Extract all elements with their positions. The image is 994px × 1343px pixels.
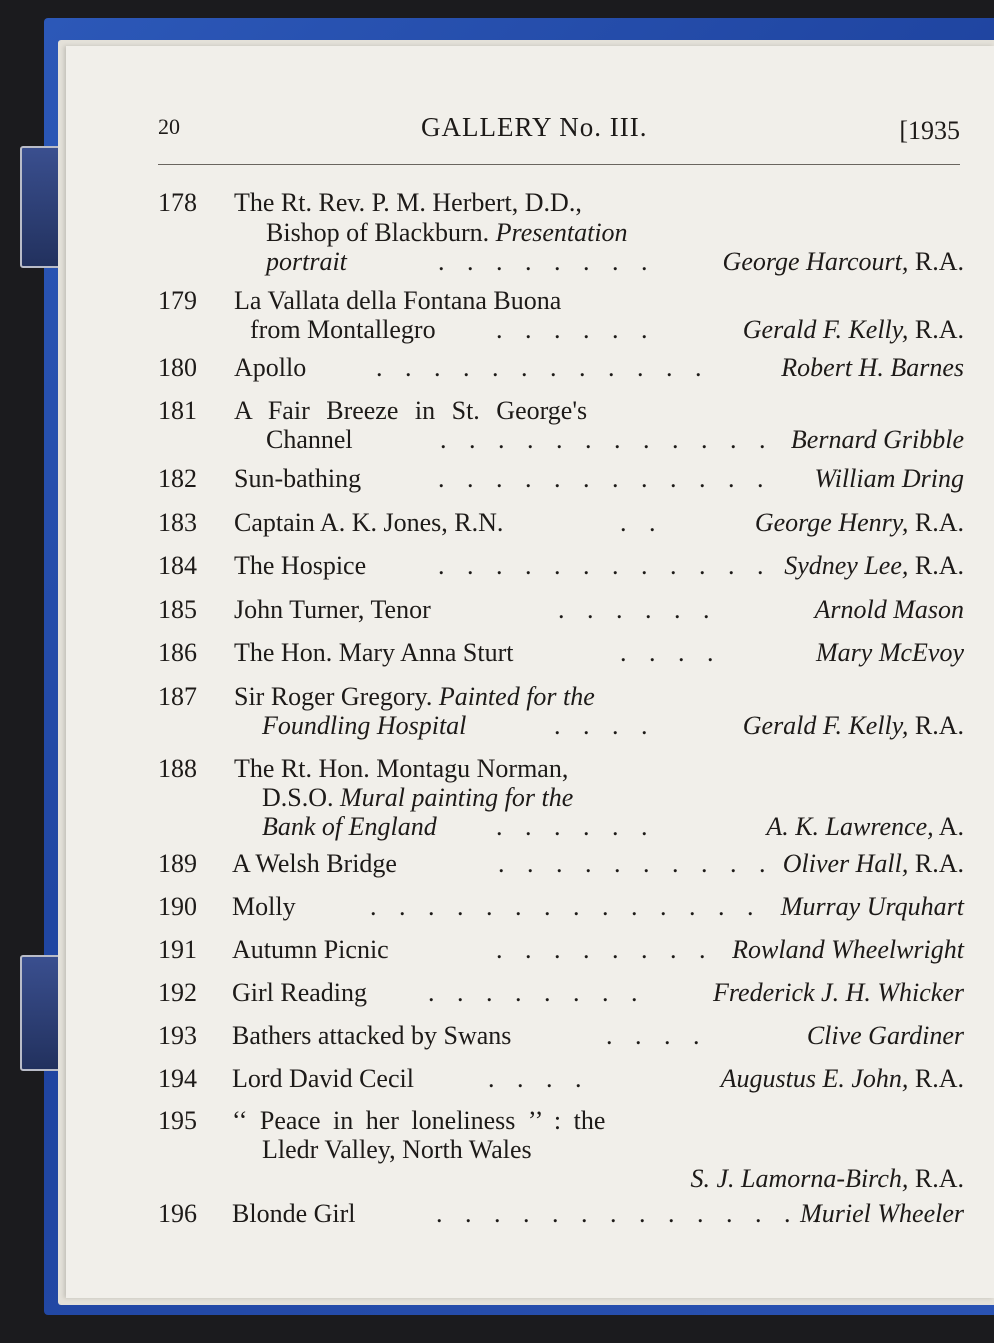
entry-title: Lord David Cecil <box>232 1064 414 1093</box>
entry-title-line: portrait <box>266 247 347 276</box>
catalogue-entry <box>158 978 964 1008</box>
entry-title-line: Lledr Valley, North Wales <box>262 1135 532 1164</box>
entry-title: Sun-bathing <box>234 464 362 493</box>
entry-title: Captain A. K. Jones, R.N. <box>234 508 504 537</box>
entry-title: Sir Roger Gregory. Painted for the <box>234 682 595 711</box>
entry-title-line: Channel <box>266 425 353 454</box>
entry-number: 188 <box>158 754 197 783</box>
artist: Gerald F. Kelly, R.A. <box>742 315 964 344</box>
entry-number: 193 <box>158 1021 197 1050</box>
leader-dots: . . . . <box>488 1064 590 1093</box>
leader-dots: . . . . . . . . . . . . . . <box>370 892 762 921</box>
catalogue-entry <box>158 1199 964 1229</box>
artist: Gerald F. Kelly, R.A. <box>742 711 964 740</box>
leader-dots: . . . . . . . . . . . . <box>438 464 772 493</box>
artist: Sydney Lee, R.A. <box>784 551 964 580</box>
entry-title: John Turner, Tenor <box>234 595 431 624</box>
gallery-title: GALLERY No. III. <box>421 112 648 142</box>
leader-dots: . . . . . . . . . . . . <box>440 425 774 454</box>
artist: Murray Urquhart <box>780 892 964 921</box>
entry-title: The Hon. Mary Anna Sturt <box>234 638 514 667</box>
catalogue-entry <box>158 464 964 494</box>
catalogue-entry <box>158 1064 964 1094</box>
leader-dots: . . . . <box>620 638 722 667</box>
artist: Clive Gardiner <box>806 1021 964 1050</box>
entry-title-line: Foundling Hospital <box>262 711 467 740</box>
leader-dots: . . . . . . . . <box>428 978 646 1007</box>
page-number: 20 <box>158 114 180 139</box>
catalogue-entry <box>158 849 964 879</box>
catalogue-entry <box>158 1106 964 1196</box>
catalogue-entry <box>158 1021 964 1051</box>
leader-dots: . . . . <box>606 1021 708 1050</box>
entry-title: ‘‘ Peace in her loneliness ’’ : the <box>232 1106 606 1135</box>
artist: Rowland Wheelwright <box>732 935 964 964</box>
catalogue-entry <box>158 638 964 668</box>
catalogue-entry <box>158 286 964 346</box>
leader-dots: . . . . . . <box>558 595 718 624</box>
entry-title: Girl Reading <box>232 978 368 1007</box>
leader-dots: . . . . . . <box>496 812 656 841</box>
artist: Oliver Hall, R.A. <box>782 849 964 878</box>
catalogue-page <box>66 46 994 1298</box>
artist: William Dring <box>814 464 964 493</box>
entry-title-line: Bank of England <box>262 812 437 841</box>
year: [1935 <box>899 116 960 145</box>
entry-number: 181 <box>158 396 197 425</box>
entry-number: 195 <box>158 1106 197 1135</box>
artist: Augustus E. John, R.A. <box>720 1064 964 1093</box>
entry-number: 187 <box>158 682 197 711</box>
catalogue-entry <box>158 551 964 581</box>
artist: Bernard Gribble <box>790 425 964 454</box>
catalogue-entry <box>158 892 964 922</box>
entry-title-line: Bishop of Blackburn. Presentation <box>266 218 628 247</box>
leader-dots: . . . . . . . . . . . . . . <box>436 1199 828 1228</box>
artist: A. K. Lawrence, A. <box>766 812 964 841</box>
entry-title: La Vallata della Fontana Buona <box>234 286 562 315</box>
entry-title: The Rt. Rev. P. M. Herbert, D.D., <box>234 188 582 217</box>
catalogue-entry <box>158 353 964 383</box>
header-rule <box>158 164 960 165</box>
artist: George Henry, R.A. <box>754 508 964 537</box>
catalogue-entry <box>158 508 964 538</box>
artist: Robert H. Barnes <box>781 353 964 382</box>
catalogue-entry <box>158 754 964 844</box>
catalogue-entry <box>158 682 964 742</box>
entry-number: 192 <box>158 978 197 1007</box>
leader-dots: . . . . . . . . <box>496 935 714 964</box>
entry-title: The Hospice <box>234 551 367 580</box>
entry-number: 185 <box>158 595 197 624</box>
entry-title: Molly <box>232 892 296 921</box>
entry-number: 191 <box>158 935 197 964</box>
entry-title: The Rt. Hon. Montagu Norman, <box>234 754 569 783</box>
artist: Mary McEvoy <box>816 638 964 667</box>
leader-dots: . . . . <box>554 711 656 740</box>
entry-number: 182 <box>158 464 197 493</box>
leader-dots: . . . . . . . . <box>438 247 656 276</box>
artist: Frederick J. H. Whicker <box>713 978 964 1007</box>
catalogue-entry <box>158 396 964 456</box>
entry-number: 179 <box>158 286 197 315</box>
entry-number: 180 <box>158 353 197 382</box>
entry-number: 196 <box>158 1199 197 1228</box>
catalogue-entry <box>158 188 964 278</box>
entry-number: 194 <box>158 1064 197 1093</box>
catalogue-entry <box>158 595 964 625</box>
leader-dots: . . . . . . . . . . . . <box>438 551 772 580</box>
catalogue-entry <box>158 935 964 965</box>
page-header <box>66 46 994 176</box>
leader-dots: . . . . . . . . . . . . <box>376 353 710 382</box>
entry-title: Blonde Girl <box>232 1199 356 1228</box>
entry-title: Apollo <box>234 353 307 382</box>
entry-title: A Welsh Bridge <box>232 849 397 878</box>
artist: Muriel Wheeler <box>800 1199 964 1228</box>
artist: S. J. Lamorna-Birch, R.A. <box>690 1164 964 1193</box>
entry-number: 189 <box>158 849 197 878</box>
entry-title-line: from Montallegro <box>250 315 436 344</box>
leader-dots: . . . . . . <box>496 315 656 344</box>
artist: Arnold Mason <box>814 595 964 624</box>
leader-dots: . . . . . . . . . . <box>498 849 774 878</box>
entry-number: 183 <box>158 508 197 537</box>
entry-number: 186 <box>158 638 197 667</box>
entry-number: 184 <box>158 551 197 580</box>
entry-title-line: D.S.O. Mural painting for the <box>262 783 574 812</box>
entry-title: A Fair Breeze in St. George's <box>234 396 588 425</box>
entry-number: 190 <box>158 892 197 921</box>
entry-title: Autumn Picnic <box>232 935 389 964</box>
entry-number: 178 <box>158 188 197 217</box>
entry-title: Bathers attacked by Swans <box>232 1021 512 1050</box>
leader-dots: . . <box>620 508 664 537</box>
artist: George Harcourt, R.A. <box>722 247 964 276</box>
